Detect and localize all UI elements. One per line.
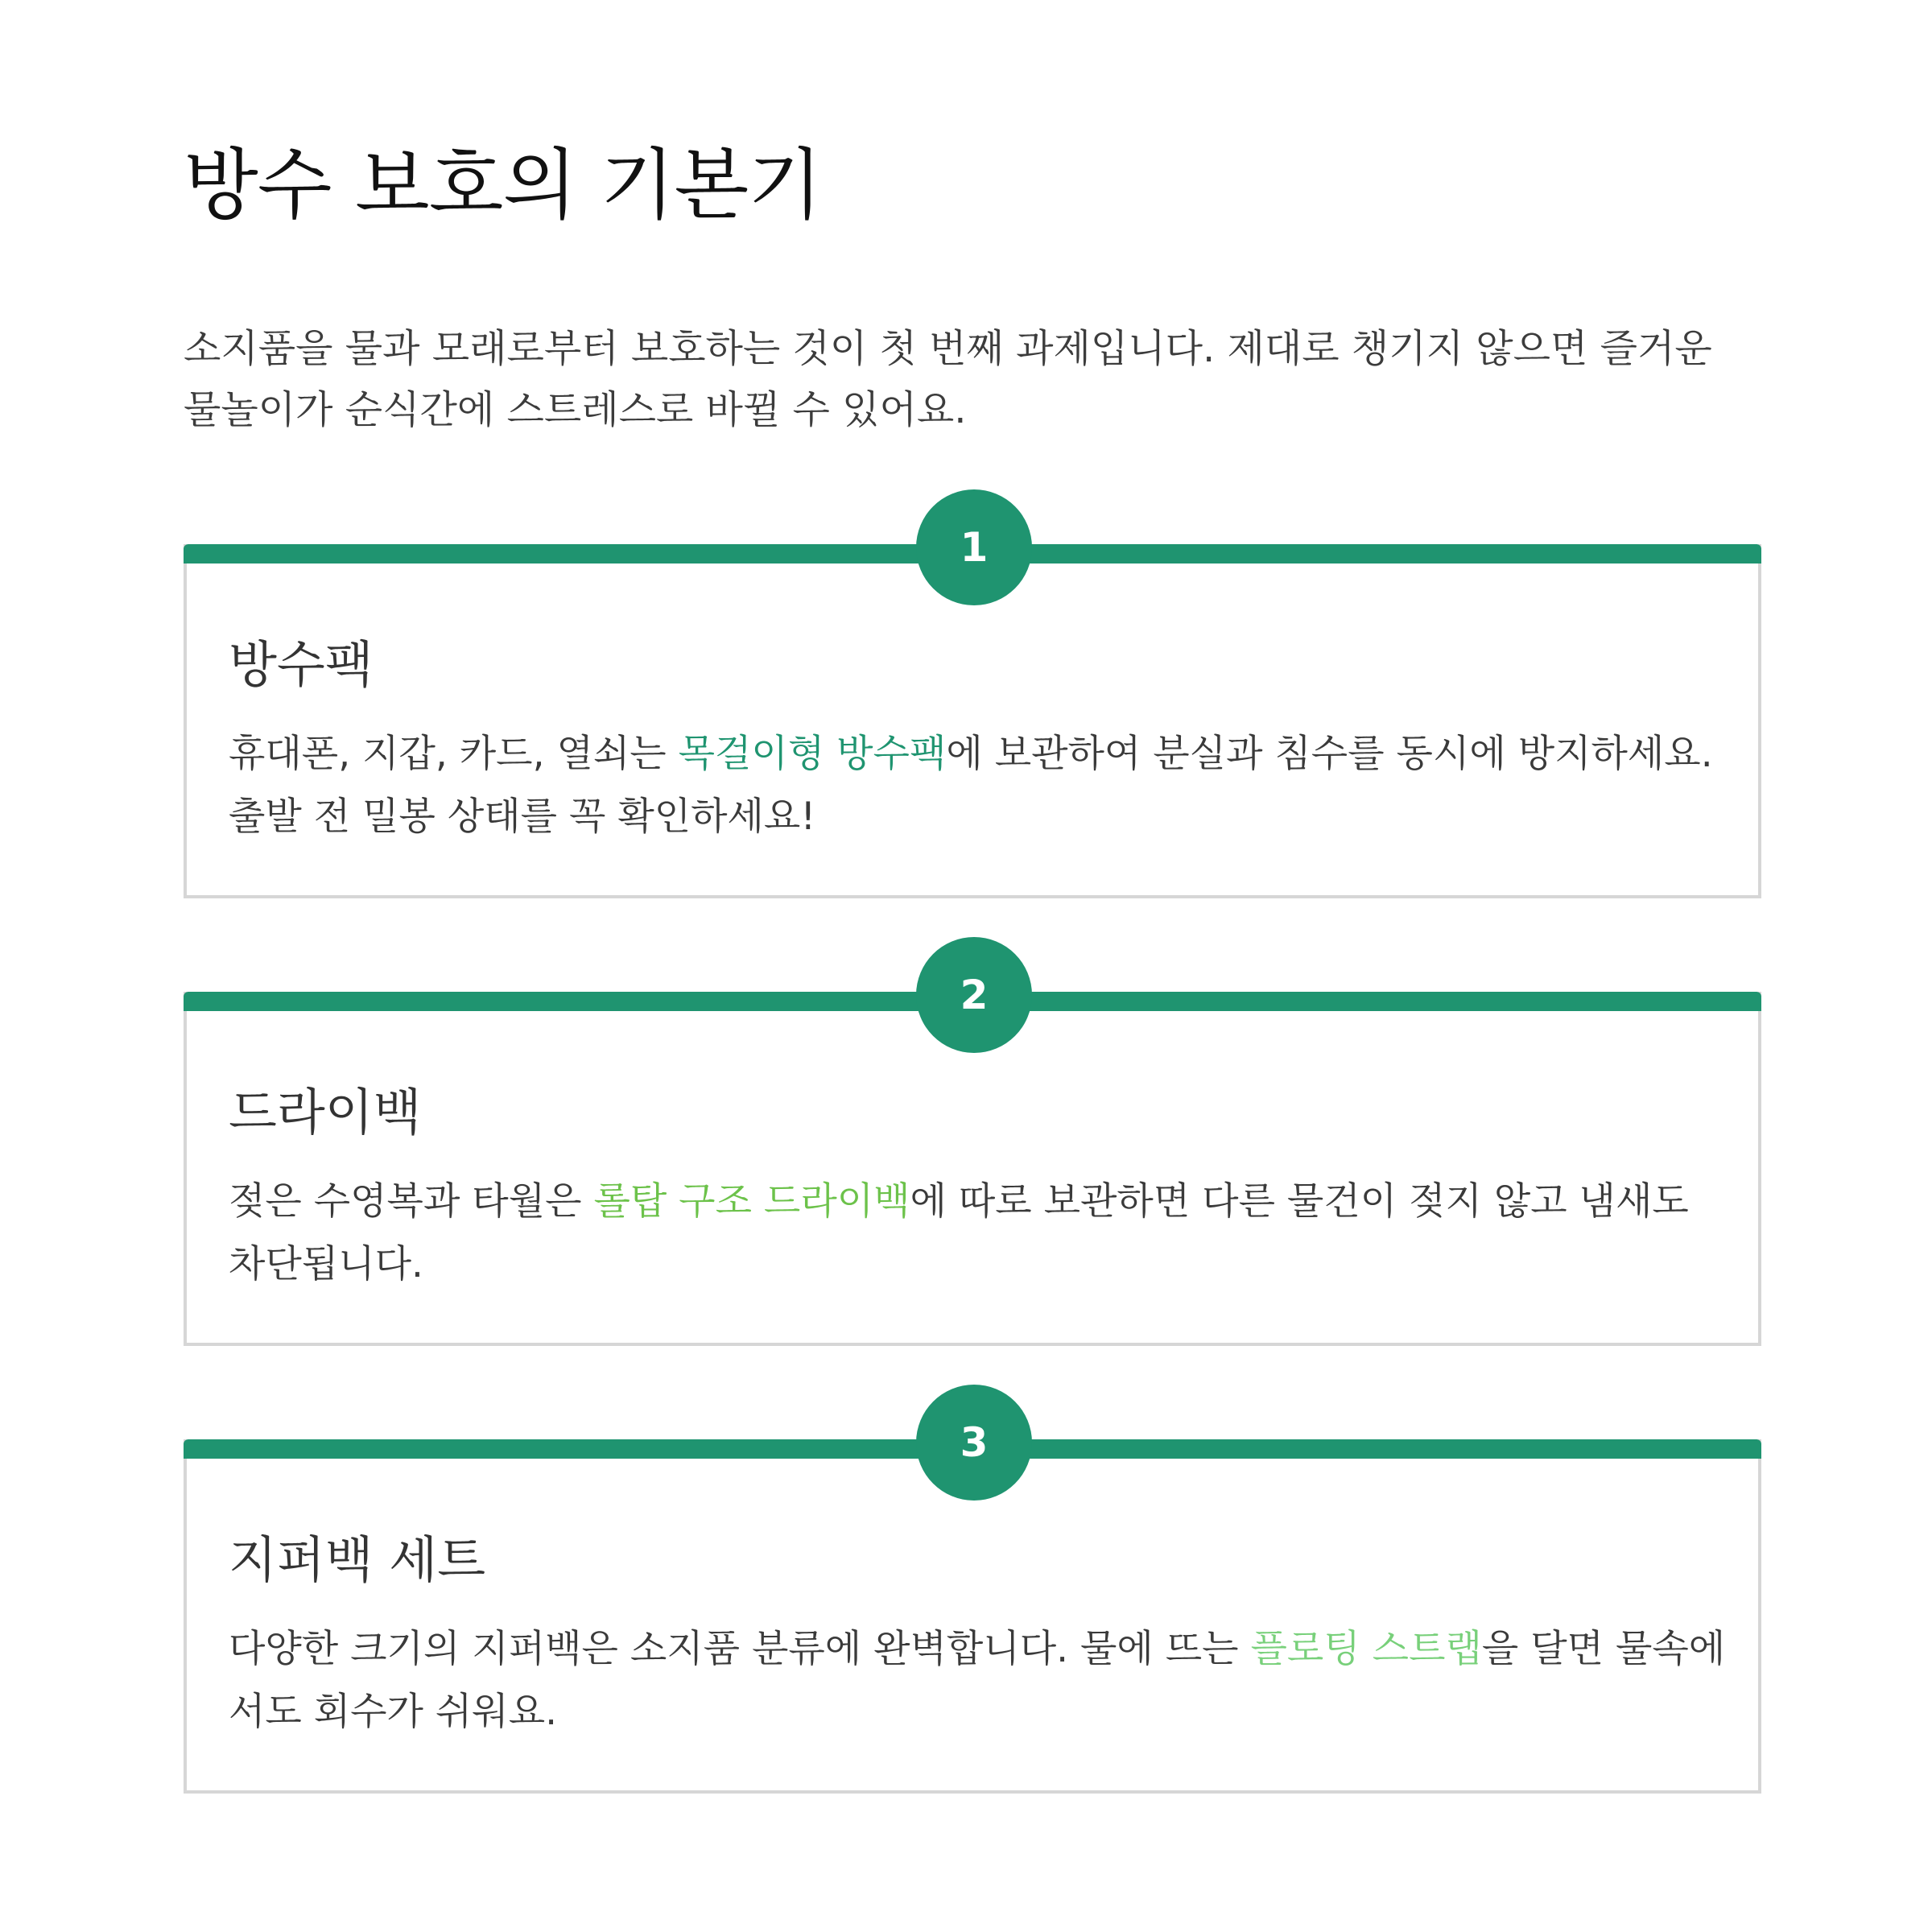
card-body-text: 다양한 크기의 지퍼백은 소지품 분류에 완벽합니다. 물에 뜨는 xyxy=(229,1627,1251,1671)
card-title: 지퍼백 세트 xyxy=(229,1530,486,1589)
step-card-waterproof-pouch xyxy=(184,524,1761,898)
card-body xyxy=(229,1170,1726,1296)
card-title: 드라이백 xyxy=(229,1083,422,1141)
card-body-highlight: 목걸이형 방수팩 xyxy=(678,732,947,776)
step-number-badge: 3 xyxy=(916,1385,1032,1501)
card-body-text: 을 달면 물속에서도 회수가 쉬워요. xyxy=(229,1627,1726,1734)
step-card-dry-bag xyxy=(184,972,1761,1346)
card-body xyxy=(229,723,1726,848)
card-body-highlight: 플로팅 스트랩 xyxy=(1250,1627,1482,1671)
card-body-highlight: 롤탑 구조 드라이백 xyxy=(593,1179,910,1224)
step-card-zipper-bag-set xyxy=(184,1419,1761,1794)
card-body xyxy=(229,1618,1726,1744)
card-body-text: 에 보관하여 분실과 침수를 동시에 방지하세요. 출발 전 밀봉 상태를 꼭 확인하세요! xyxy=(229,732,1713,839)
card-body-text: 휴대폰, 지갑, 카드, 열쇠는 xyxy=(229,732,679,776)
card-title: 방수팩 xyxy=(229,635,374,694)
card-body-text: 젖은 수영복과 타월은 xyxy=(229,1179,594,1224)
step-number-badge: 1 xyxy=(916,489,1032,605)
card-body-text: 에 따로 보관하면 다른 물건이 젖지 않고 냄새도 차단됩니다. xyxy=(229,1179,1689,1286)
step-number-badge: 2 xyxy=(916,937,1032,1053)
page-title: 방수 보호의 기본기 xyxy=(184,140,822,230)
intro-paragraph: 소지품을 물과 모래로부터 보호하는 것이 첫 번째 과제입니다. 제대로 챙기지 않으면 즐거운 물놀이가 순식간에 스트레스로 바뀔 수 있어요. xyxy=(184,326,1712,432)
